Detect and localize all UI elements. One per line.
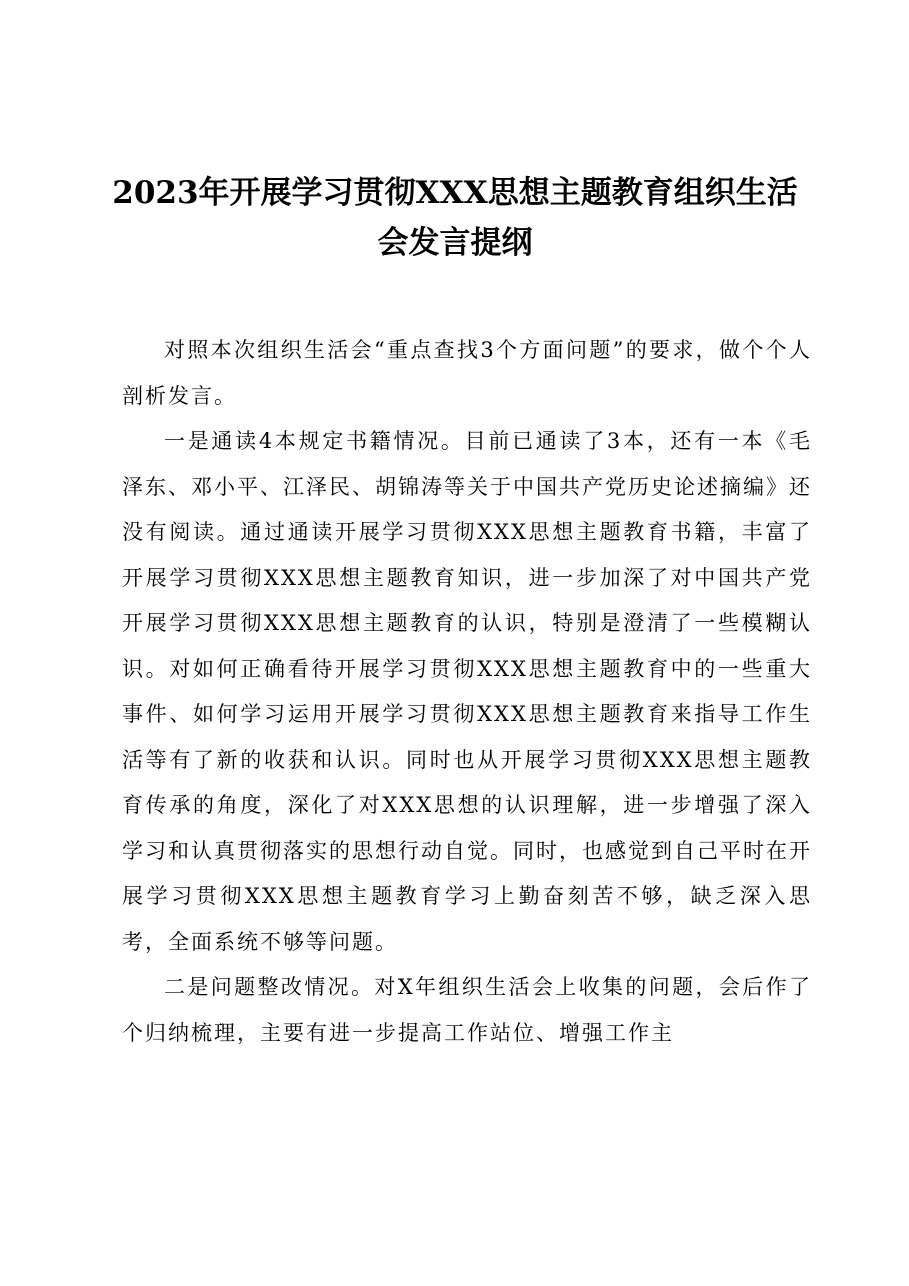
paragraph-reading-status: 一是通读4本规定书籍情况。目前已通读了3本，还有一本《毛泽东、邓小平、江泽民、胡锦涛等关于中国共产党历史论述摘编》还没有阅读。通过通读开展学习贯彻XXX思想主题教育书籍，丰富了开展学习贯彻XXX思想主题教育知识，进一步加深了对中国共产党开展学习贯彻XXX思想主题教育的认识，特别是澄清了一些模糊认识。对如何正确看待开展学习贯彻XXX思想主题教育中的一些重大事件、如何学习运用开展学习贯彻XXX思想主题教育来指导工作生活等有了新的收获和认识。同时也从开展学习贯彻XXX思想主题教育传承的角度，深化了对XXX思想的认识理解，进一步增强了深入学习和认真贯彻落实的思想行动自觉。同时，也感觉到自己平时在开展学习贯彻XXX思想主题教育学习上勤奋刻苦不够，缺乏深入思考，全面系统不够等问题。 xyxy=(122,429,812,954)
paragraph-rectification-status: 二是问题整改情况。对X年组织生活会上收集的问题，会后作了个归纳梳理，主要有进一步提高工作站位、增强工作主 xyxy=(122,975,812,1045)
paragraph-intro: 对照本次组织生活会“重点查找3个方面问题”的要求，做个个人剖析发言。 xyxy=(122,338,812,408)
document-body xyxy=(122,328,812,1056)
document-title: 2023年开展学习贯彻XXX思想主题教育组织生活会发言提纲 xyxy=(112,175,798,261)
